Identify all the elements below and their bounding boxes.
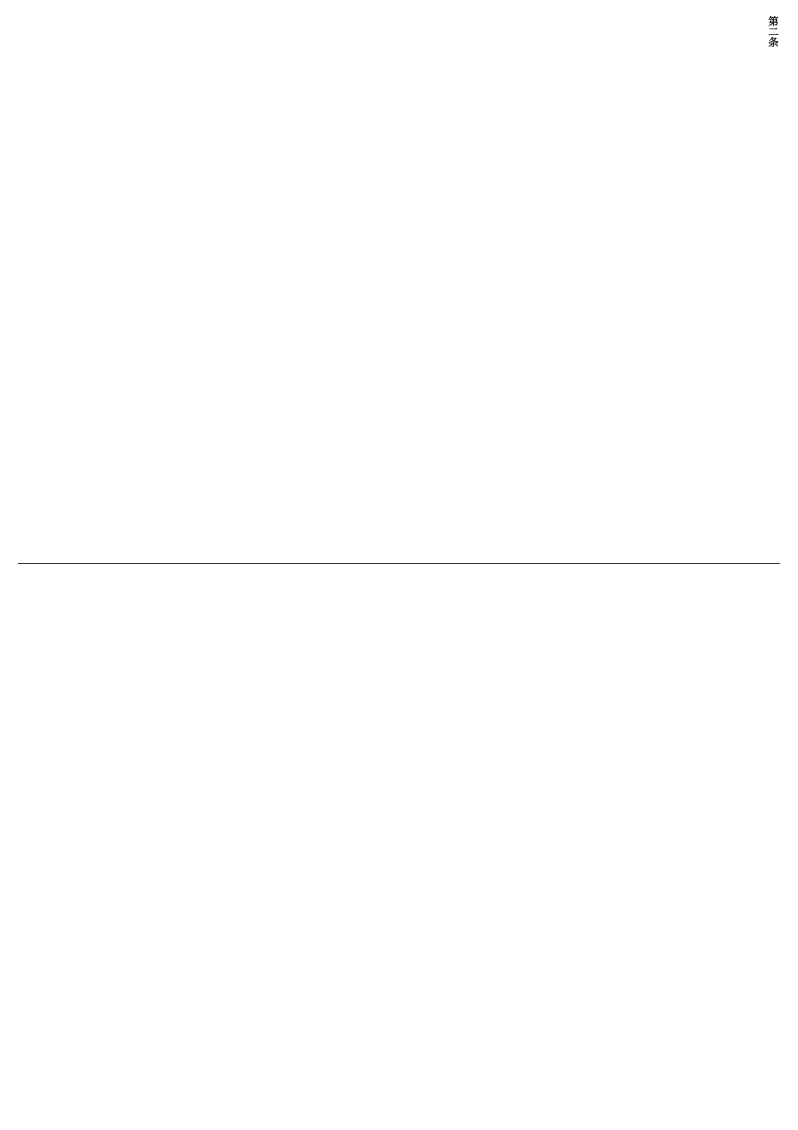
article-heading: 第二条: [766, 16, 778, 48]
document-page: [18, 16, 780, 1114]
tier-divider: [18, 563, 780, 564]
top-tier: [18, 16, 780, 556]
bottom-tier: [18, 572, 780, 1114]
